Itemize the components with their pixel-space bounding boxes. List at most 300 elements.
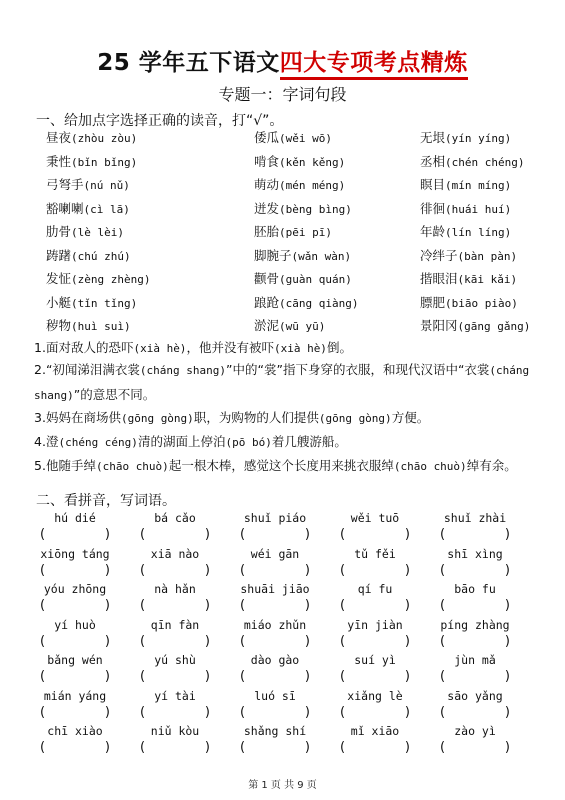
vocab-word: 弓弩手 <box>46 177 84 192</box>
answer-blank[interactable] <box>30 562 120 580</box>
answer-blank[interactable] <box>330 597 420 615</box>
pinyin-prompt: xiōng táng <box>40 546 110 561</box>
bracket-close: ) <box>404 527 410 542</box>
vocab-word: 脚腕子 <box>254 247 292 263</box>
bracket-close: ) <box>504 633 510 649</box>
answer-blank[interactable] <box>30 633 120 651</box>
pinyin-prompt: luó sī <box>254 688 296 703</box>
answer-blank[interactable] <box>230 739 320 757</box>
answer-blank[interactable] <box>230 668 320 686</box>
question-number: 5. <box>34 458 46 473</box>
vocab-row <box>0 199 565 222</box>
answer-blank[interactable] <box>230 633 320 651</box>
vocab-row <box>0 152 565 175</box>
answer-blank[interactable] <box>430 526 520 544</box>
bracket-open: ( <box>140 633 146 649</box>
bracket-close: ) <box>404 598 410 613</box>
answer-blank[interactable] <box>430 704 520 722</box>
vocab-item[interactable] <box>254 152 345 170</box>
bracket-open: ( <box>240 633 246 649</box>
vocab-pinyin-options: (cì lā) <box>83 202 130 216</box>
bracket-open: ( <box>240 527 246 542</box>
vocab-row <box>0 222 565 245</box>
answer-blank[interactable] <box>230 597 320 615</box>
pinyin-prompt: shī xìng <box>447 546 503 561</box>
bracket-open: ( <box>340 562 346 578</box>
answer-blank[interactable] <box>430 739 520 757</box>
bracket-open: ( <box>40 598 46 613</box>
pinyin-prompt: shuāi jiāo <box>240 582 310 596</box>
bracket-open: ( <box>240 704 246 720</box>
bracket-close: ) <box>404 562 410 578</box>
bracket-close: ) <box>304 669 310 684</box>
pinyin-cell <box>30 723 120 757</box>
pinyin-cell <box>230 688 320 722</box>
bracket-close: ) <box>204 704 210 720</box>
pinyin-prompt: tǔ fěi <box>354 546 396 561</box>
bracket-close: ) <box>304 527 310 542</box>
vocab-pinyin-options: (zhòu zòu) <box>71 132 138 145</box>
pinyin-cell <box>30 652 120 686</box>
question-item <box>34 406 534 431</box>
vocab-pinyin-options: (nú nǔ) <box>83 179 130 192</box>
pinyin-cell <box>330 581 420 615</box>
pinyin-cell <box>30 617 120 651</box>
bracket-open: ( <box>40 527 46 542</box>
pinyin-option[interactable]: (xià hè) <box>273 342 327 355</box>
question-text: ”中的“裳”指下身穿的衣服，和现代汉语中“衣裳 <box>226 362 490 377</box>
bracket-open: ( <box>440 740 446 755</box>
pinyin-option[interactable]: (chéng céng) <box>58 436 138 449</box>
vocab-pinyin-options: (mén méng) <box>279 179 346 192</box>
pinyin-prompt: suí yì <box>354 653 396 667</box>
bracket-open: ( <box>140 669 146 684</box>
question-text: 妈妈在商场供 <box>45 410 121 425</box>
answer-blank[interactable] <box>30 704 120 722</box>
question-text: 方便。 <box>391 410 430 425</box>
answer-blank[interactable] <box>130 668 220 686</box>
pinyin-cell <box>230 546 320 580</box>
vocab-pinyin-options: (chén chéng) <box>445 155 525 169</box>
vocab-word: 胚胎 <box>254 224 280 239</box>
pinyin-prompt: miáo zhǔn <box>243 617 307 632</box>
pinyin-cell <box>30 581 120 615</box>
pinyin-prompt: xiǎng lè <box>347 688 403 703</box>
answer-blank[interactable] <box>330 668 420 686</box>
pinyin-prompt: qīn fàn <box>150 617 200 632</box>
pinyin-prompt: chī xiào <box>47 724 103 738</box>
pinyin-prompt: dào gào <box>250 653 300 667</box>
bracket-close: ) <box>204 562 210 578</box>
pinyin-cell <box>430 723 520 757</box>
pinyin-cell <box>130 510 220 544</box>
pinyin-prompt: sāo yǎng <box>447 688 503 703</box>
question-text: 他随手绰 <box>45 458 96 473</box>
answer-blank[interactable] <box>330 526 420 544</box>
bracket-close: ) <box>204 633 210 649</box>
bracket-open: ( <box>140 704 146 720</box>
bracket-open: ( <box>140 740 146 755</box>
vocab-word: 无垠 <box>420 130 446 145</box>
vocab-item[interactable] <box>420 269 517 287</box>
vocab-row <box>0 293 565 316</box>
answer-blank[interactable] <box>130 597 220 615</box>
bracket-close: ) <box>104 598 110 613</box>
vocab-pinyin-options: (wěi wō) <box>279 132 332 145</box>
pinyin-prompt: shǎng shí <box>243 724 307 738</box>
title-red: 四大专项考点精炼 <box>280 50 468 80</box>
answer-blank[interactable] <box>430 597 520 615</box>
answer-blank[interactable] <box>330 704 420 722</box>
vocab-word: 啃食 <box>254 153 280 169</box>
bracket-close: ) <box>104 740 110 755</box>
question-text: 起一根木棒，感觉这个长度用来挑衣服绰 <box>168 458 394 473</box>
vocab-item[interactable] <box>254 246 351 264</box>
bracket-open: ( <box>40 704 46 720</box>
page-title <box>0 44 565 77</box>
vocab-word: 颧骨 <box>254 271 280 286</box>
vocab-pinyin-options: (kāi kǎi) <box>457 273 518 286</box>
pinyin-cell <box>130 688 220 722</box>
question-number: 3. <box>34 410 46 425</box>
question-text: 清的湖面上停泊 <box>137 434 226 449</box>
answer-blank[interactable] <box>330 739 420 757</box>
vocab-item[interactable] <box>254 316 325 334</box>
pinyin-prompt: bá cǎo <box>154 511 196 525</box>
vocab-item[interactable] <box>254 175 345 193</box>
question-text: 倒。 <box>326 340 352 355</box>
pinyin-option[interactable]: (gōng gòng) <box>120 412 194 425</box>
vocab-item[interactable] <box>46 152 137 170</box>
pinyin-option[interactable]: (xià hè) <box>133 342 187 355</box>
vocab-item[interactable] <box>46 293 137 311</box>
pinyin-prompt: zào yì <box>454 724 496 738</box>
vocab-word: 秽物 <box>46 318 72 333</box>
subtitle: 专题一：字词句段 <box>218 85 347 104</box>
vocab-word: 肋骨 <box>46 224 72 239</box>
question-text: 澄 <box>45 434 59 449</box>
vocab-pinyin-options: (kěn kěng) <box>279 155 346 169</box>
bracket-close: ) <box>404 740 410 755</box>
vocab-pinyin-options: (guàn quán) <box>279 273 352 286</box>
vocab-word: 冷绊子 <box>420 247 458 263</box>
pinyin-option[interactable]: (cháng shang) <box>139 364 227 377</box>
bracket-close: ) <box>504 669 510 684</box>
pinyin-cell <box>130 581 220 615</box>
question-text: 绰有余。 <box>466 458 517 473</box>
bracket-open: ( <box>340 740 346 755</box>
vocab-pinyin-options: (pēi pī) <box>279 226 332 239</box>
pinyin-cell <box>230 617 320 651</box>
vocab-item[interactable] <box>420 128 511 146</box>
bracket-open: ( <box>440 669 446 684</box>
pinyin-cell <box>330 546 420 580</box>
bracket-open: ( <box>440 527 446 542</box>
vocab-pinyin-options: (gāng gǎng) <box>457 320 531 333</box>
pinyin-cell <box>230 652 320 686</box>
answer-blank[interactable] <box>30 668 120 686</box>
pinyin-option[interactable]: (chāo chuò) <box>95 460 169 473</box>
pinyin-prompt: yóu zhōng <box>43 582 107 596</box>
vocab-word: 倭瓜 <box>254 130 280 145</box>
answer-blank[interactable] <box>430 633 520 651</box>
vocab-word: 发怔 <box>46 271 72 286</box>
bracket-close: ) <box>304 562 310 578</box>
pinyin-option[interactable]: (pō bó) <box>225 436 272 449</box>
bracket-close: ) <box>304 598 310 613</box>
pinyin-prompt: yí tài <box>154 688 196 703</box>
answer-blank[interactable] <box>130 633 220 651</box>
pinyin-option[interactable]: (gōng gòng) <box>318 412 392 425</box>
page-footer: 第 1 页 共 9 页 <box>248 780 317 791</box>
answer-blank[interactable] <box>430 562 520 580</box>
bracket-close: ) <box>504 704 510 720</box>
title-black: 25 学年五下语文 <box>97 50 280 76</box>
bracket-open: ( <box>340 704 346 720</box>
answer-blank[interactable] <box>430 668 520 686</box>
bracket-close: ) <box>304 633 310 649</box>
pinyin-prompt: xiā nào <box>150 546 200 561</box>
bracket-open: ( <box>440 704 446 720</box>
vocab-item[interactable] <box>420 175 511 193</box>
question-text: 职，为购物的人们提供 <box>193 410 319 425</box>
bracket-open: ( <box>340 598 346 613</box>
vocab-item[interactable] <box>254 222 332 240</box>
vocab-item[interactable] <box>254 199 352 217</box>
vocab-item[interactable] <box>46 222 124 240</box>
pinyin-prompt: nà hǎn <box>154 582 196 596</box>
pinyin-cell <box>330 652 420 686</box>
vocab-word: 年龄 <box>420 224 446 239</box>
bracket-open: ( <box>140 598 146 613</box>
vocab-row <box>0 246 565 269</box>
question-number: 1. <box>34 340 46 355</box>
vocab-item[interactable] <box>254 128 332 146</box>
pinyin-cell <box>30 546 120 580</box>
pinyin-prompt: bǎng wén <box>47 653 103 667</box>
pinyin-option[interactable]: (chāo chuò) <box>393 460 467 473</box>
vocab-word: 丞相 <box>420 153 446 169</box>
vocab-word: 揩眼泪 <box>420 271 458 286</box>
vocab-item[interactable] <box>46 128 137 146</box>
bracket-close: ) <box>304 740 310 755</box>
bracket-close: ) <box>504 527 510 542</box>
bracket-close: ) <box>104 704 110 720</box>
pinyin-prompt: niǔ kòu <box>150 724 200 738</box>
bracket-close: ) <box>204 740 210 755</box>
bracket-open: ( <box>440 633 446 649</box>
bracket-close: ) <box>504 562 510 578</box>
pinyin-cell <box>130 617 220 651</box>
vocab-pinyin-options: (bèng bìng) <box>279 202 352 216</box>
pinyin-prompt: jùn mǎ <box>454 653 496 667</box>
vocab-pinyin-options: (chú zhú) <box>71 249 131 263</box>
vocab-word: 萌动 <box>254 177 280 192</box>
pinyin-prompt: yīn jiàn <box>347 617 403 632</box>
answer-blank[interactable] <box>230 562 320 580</box>
bracket-open: ( <box>140 562 146 578</box>
pinyin-cell <box>130 546 220 580</box>
answer-blank[interactable] <box>30 597 120 615</box>
vocab-row <box>0 128 565 151</box>
question-text: “初闻涕泪满衣裳 <box>45 362 140 377</box>
vocab-word: 踉跄 <box>254 294 280 310</box>
section1-heading: 一、给加点字选择正确的读音，打“√”。 <box>36 113 284 129</box>
bracket-open: ( <box>40 669 46 684</box>
answer-blank[interactable] <box>330 562 420 580</box>
answer-blank[interactable] <box>30 739 120 757</box>
pinyin-prompt: mǐ xiāo <box>350 724 400 738</box>
vocab-pinyin-options: (wū yū) <box>279 320 326 333</box>
vocab-pinyin-options: (mín míng) <box>445 179 512 192</box>
pinyin-cell <box>230 723 320 757</box>
question-item <box>34 358 534 408</box>
pinyin-option[interactable]: (cháng shang) <box>34 364 530 402</box>
bracket-open: ( <box>340 527 346 542</box>
pinyin-prompt: qí fu <box>357 582 393 596</box>
bracket-close: ) <box>304 704 310 720</box>
pinyin-prompt: mián yáng <box>43 688 107 703</box>
answer-blank[interactable] <box>330 633 420 651</box>
bracket-close: ) <box>504 740 510 755</box>
vocab-pinyin-options: (biāo piào) <box>445 296 518 310</box>
vocab-item[interactable] <box>420 316 530 334</box>
answer-blank[interactable] <box>130 739 220 757</box>
vocab-word: 淤泥 <box>254 318 280 333</box>
answer-blank[interactable] <box>30 526 120 544</box>
vocab-word: 昼夜 <box>46 130 72 145</box>
pinyin-cell <box>330 723 420 757</box>
question-text: 面对敌人的恐吓 <box>45 340 134 355</box>
vocab-item[interactable] <box>46 246 131 264</box>
vocab-item[interactable] <box>46 269 151 287</box>
bracket-open: ( <box>40 740 46 755</box>
question-text: ，他并没有被吓 <box>186 340 274 355</box>
vocab-word: 徘徊 <box>420 200 446 216</box>
vocab-pinyin-options: (tǐn tǐng) <box>71 296 138 310</box>
pinyin-cell <box>430 581 520 615</box>
question-item <box>34 430 534 455</box>
vocab-row <box>0 175 565 198</box>
pinyin-cell <box>430 617 520 651</box>
section2-heading: 二、看拼音，写词语。 <box>36 493 176 509</box>
bracket-open: ( <box>440 598 446 613</box>
pinyin-prompt: shuǐ piáo <box>243 511 307 525</box>
bracket-open: ( <box>240 598 246 613</box>
vocab-pinyin-options: (yín yíng) <box>445 132 512 145</box>
answer-blank[interactable] <box>230 704 320 722</box>
bracket-open: ( <box>240 740 246 755</box>
answer-blank[interactable] <box>130 526 220 544</box>
vocab-word: 迸发 <box>254 200 280 216</box>
vocab-item[interactable] <box>420 152 525 170</box>
question-text: ”的意思不同。 <box>73 387 156 402</box>
bracket-close: ) <box>104 633 110 649</box>
vocab-item[interactable] <box>420 293 518 311</box>
vocab-item[interactable] <box>420 222 511 240</box>
pinyin-cell <box>330 510 420 544</box>
pinyin-cell <box>230 581 320 615</box>
bracket-open: ( <box>140 527 146 542</box>
vocab-pinyin-options: (bǐn bǐng) <box>71 155 138 169</box>
bracket-close: ) <box>404 633 410 649</box>
vocab-word: 景阳冈 <box>420 318 458 333</box>
bracket-close: ) <box>404 669 410 684</box>
vocab-word: 瞑目 <box>420 177 446 192</box>
pinyin-prompt: shuǐ zhài <box>443 511 507 525</box>
vocab-item[interactable] <box>46 316 131 334</box>
bracket-close: ) <box>104 669 110 684</box>
vocab-pinyin-options: (huái huí) <box>445 202 512 216</box>
question-item <box>34 454 534 479</box>
pinyin-cell <box>330 617 420 651</box>
pinyin-cell <box>430 688 520 722</box>
answer-blank[interactable] <box>130 704 220 722</box>
pinyin-prompt: wěi tuō <box>350 511 400 525</box>
vocab-word: 豁喇喇 <box>46 200 84 216</box>
vocab-pinyin-options: (zèng zhèng) <box>71 273 151 286</box>
vocab-item[interactable] <box>46 175 130 193</box>
vocab-word: 踌躇 <box>46 247 72 263</box>
question-number: 4. <box>34 434 46 449</box>
vocab-word: 小艇 <box>46 294 72 310</box>
pinyin-prompt: bāo fu <box>454 582 496 596</box>
pinyin-prompt: hú dié <box>54 511 96 525</box>
vocab-pinyin-options: (lè lèi) <box>71 226 124 239</box>
pinyin-cell <box>130 723 220 757</box>
vocab-pinyin-options: (wǎn wàn) <box>291 249 352 263</box>
question-number: 2. <box>34 362 46 377</box>
vocab-item[interactable] <box>420 199 511 217</box>
vocab-item[interactable] <box>46 199 130 217</box>
bracket-close: ) <box>404 704 410 720</box>
bracket-open: ( <box>340 669 346 684</box>
bracket-close: ) <box>504 598 510 613</box>
vocab-pinyin-options: (cāng qiàng) <box>279 296 359 310</box>
question-text: 着几艘游船。 <box>271 434 347 449</box>
bracket-open: ( <box>40 562 46 578</box>
bracket-open: ( <box>340 633 346 649</box>
answer-blank[interactable] <box>230 526 320 544</box>
pinyin-cell <box>330 688 420 722</box>
vocab-pinyin-options: (lín líng) <box>445 226 512 239</box>
vocab-item[interactable] <box>420 246 517 264</box>
pinyin-cell <box>430 510 520 544</box>
bracket-open: ( <box>240 669 246 684</box>
pinyin-prompt: wéi gān <box>250 546 300 561</box>
pinyin-cell <box>430 546 520 580</box>
vocab-item[interactable] <box>254 269 352 287</box>
bracket-close: ) <box>104 527 110 542</box>
pinyin-cell <box>130 652 220 686</box>
pinyin-cell <box>30 688 120 722</box>
pinyin-cell <box>30 510 120 544</box>
vocab-word: 膘肥 <box>420 294 446 310</box>
vocab-item[interactable] <box>254 293 359 311</box>
bracket-open: ( <box>440 562 446 578</box>
bracket-close: ) <box>104 562 110 578</box>
bracket-open: ( <box>40 633 46 649</box>
pinyin-prompt: yú shù <box>154 653 196 667</box>
vocab-pinyin-options: (huì suì) <box>71 320 131 333</box>
vocab-pinyin-options: (bàn pàn) <box>457 249 518 263</box>
vocab-word: 秉性 <box>46 153 72 169</box>
bracket-close: ) <box>204 598 210 613</box>
bracket-close: ) <box>204 527 210 542</box>
pinyin-cell <box>230 510 320 544</box>
answer-blank[interactable] <box>130 562 220 580</box>
vocab-row <box>0 269 565 292</box>
